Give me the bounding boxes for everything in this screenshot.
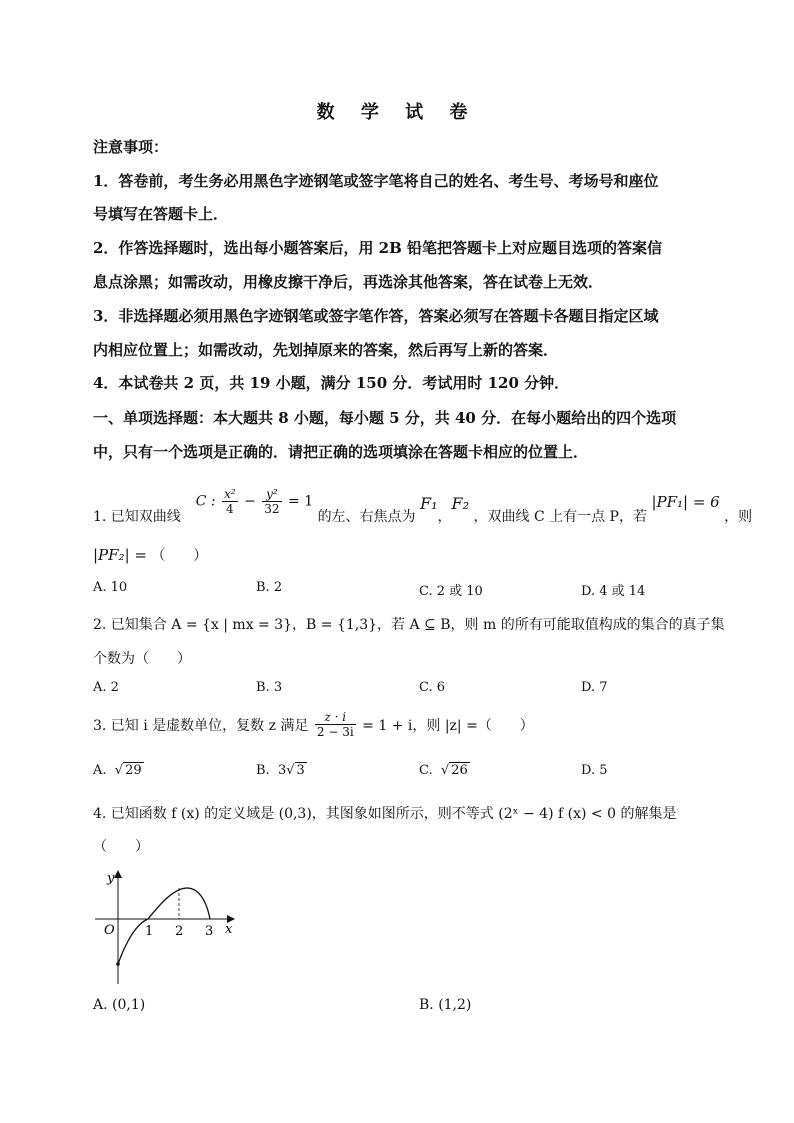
q1-curve-label: C :	[195, 493, 216, 509]
question-3-line	[93, 710, 534, 739]
sqrt-icon: √ 29	[114, 763, 142, 778]
notice-item-4: 4．本试卷共 2 页，共 19 小题，满分 150 分．考试用时 120 分钟．	[93, 374, 570, 392]
sqrt-icon: √ 3	[286, 763, 305, 778]
question-1-line-2	[93, 545, 207, 565]
q1-fraction-y: $\frac{\text{y²}}{32}$	[264, 486, 280, 516]
q1-f2: F₂	[451, 493, 470, 513]
q1-mid2: ，双曲线 C 上有一点 P，若	[473, 509, 647, 525]
notice-item-2b: 息点涂黑；如需改动，用橡皮擦干净后，再选涂其他答案，答在试卷上无效．	[93, 273, 604, 291]
q1-prefix: 1. 已知双曲线	[93, 509, 181, 525]
origin-label: O	[104, 923, 115, 938]
q1-comma: ，	[437, 509, 452, 525]
q2-option-d[interactable]: D. 7	[581, 680, 608, 695]
q1-equals: = 1	[288, 493, 314, 509]
question-2-line-2: 个数为（ ）	[93, 651, 191, 667]
function-graph	[90, 866, 250, 986]
page-title: 数 学 试 卷	[316, 102, 478, 123]
notice-heading: 注意事项：	[93, 138, 169, 156]
q1-end: ，则	[724, 509, 753, 525]
q3-rest: = 1 + i，则 |z| =（ ）	[362, 717, 534, 734]
q1-minus: −	[244, 493, 256, 509]
q4-option-a[interactable]: A. (0,1)	[93, 997, 146, 1013]
x-axis-label: x	[225, 922, 233, 937]
q3-prefix: 3. 已知 i 是虚数单位，复数 z 满足	[93, 717, 309, 734]
function-curve	[118, 888, 210, 964]
q1-fraction-x: $\frac{\text{x²}}{4}$	[224, 486, 236, 516]
q1-f1: F₁	[420, 493, 438, 513]
notice-item-2a: 2．作答选择题时，选出每小题答案后，用 2B 铅笔把答题卡上对应题目选项的答案信	[93, 239, 663, 257]
tick-label-2: 2	[175, 924, 184, 939]
y-axis-label: y	[107, 871, 115, 886]
section-1-line-1: 一、单项选择题：本大题共 8 小题，每小题 5 分，共 40 分．在每小题给出的四个选项	[93, 409, 677, 427]
q2-option-a[interactable]: A. 2	[93, 680, 119, 695]
q3-option-a[interactable]: A. √ 29	[93, 763, 142, 778]
notice-item-3a: 3．非选择题必须用黑色字迹钢笔或签字笔作答，答案必须写在答题卡各题目指定区域	[93, 307, 659, 325]
q2-option-b[interactable]: B. 3	[256, 680, 283, 695]
q3-option-b[interactable]: B. 3√ 3	[256, 763, 305, 778]
q3-fraction: $\frac{z \cdot i}{2 - 3i}$	[316, 710, 354, 739]
q4-option-b[interactable]: B. (1,2)	[419, 997, 472, 1013]
notice-item-1a: 1．答卷前，考生务必用黑色字迹钢笔或签字笔将自己的姓名、考生号、考场号和座位	[93, 172, 659, 190]
tick-label-1: 1	[145, 924, 154, 939]
q1-condition: |PF₁| = 6	[651, 493, 720, 511]
sqrt-icon: √ 26	[440, 763, 468, 778]
q1-option-b[interactable]: B. 2	[256, 580, 283, 595]
q1-mid: 的左、右焦点为	[317, 509, 416, 525]
notice-item-3b: 内相应位置上；如需改动，先划掉原来的答案，然后再写上新的答案．	[93, 341, 559, 359]
q1-equation	[196, 487, 313, 516]
curve-start-point	[116, 962, 120, 966]
q1-option-a[interactable]: A. 10	[93, 580, 128, 595]
section-1-line-2: 中，只有一个选项是正确的．请把正确的选项填涂在答题卡相应的位置上．	[93, 443, 589, 461]
q3-option-d[interactable]: D. 5	[581, 763, 608, 778]
question-2-line-1: 2. 已知集合 A = {x | mx = 3}，B = {1,3}，若 A ⊆ B，则 m 的所有可能取值构成的集合的真子集	[93, 617, 725, 633]
question-4-line-2: （ ）	[93, 839, 149, 855]
tick-label-3: 3	[205, 924, 214, 939]
question-4-line-1: 4. 已知函数 f (x) 的定义域是 (0,3)，其图象如图所示，则不等式 (2ˣ − 4) f (x) < 0 的解集是	[93, 806, 677, 822]
q3-option-c[interactable]: C. √ 26	[419, 763, 468, 778]
question-1-line-1	[93, 484, 752, 526]
q1-option-d[interactable]: D. 4 或 14	[581, 584, 646, 599]
notice-item-1b: 号填写在答题卡上．	[93, 205, 229, 223]
q1-option-c[interactable]: C. 2 或 10	[419, 584, 483, 599]
q2-option-c[interactable]: C. 6	[419, 680, 446, 695]
q1-answer-paren: （ ）	[151, 548, 208, 564]
q1-ask: |PF₂| =	[93, 546, 147, 564]
